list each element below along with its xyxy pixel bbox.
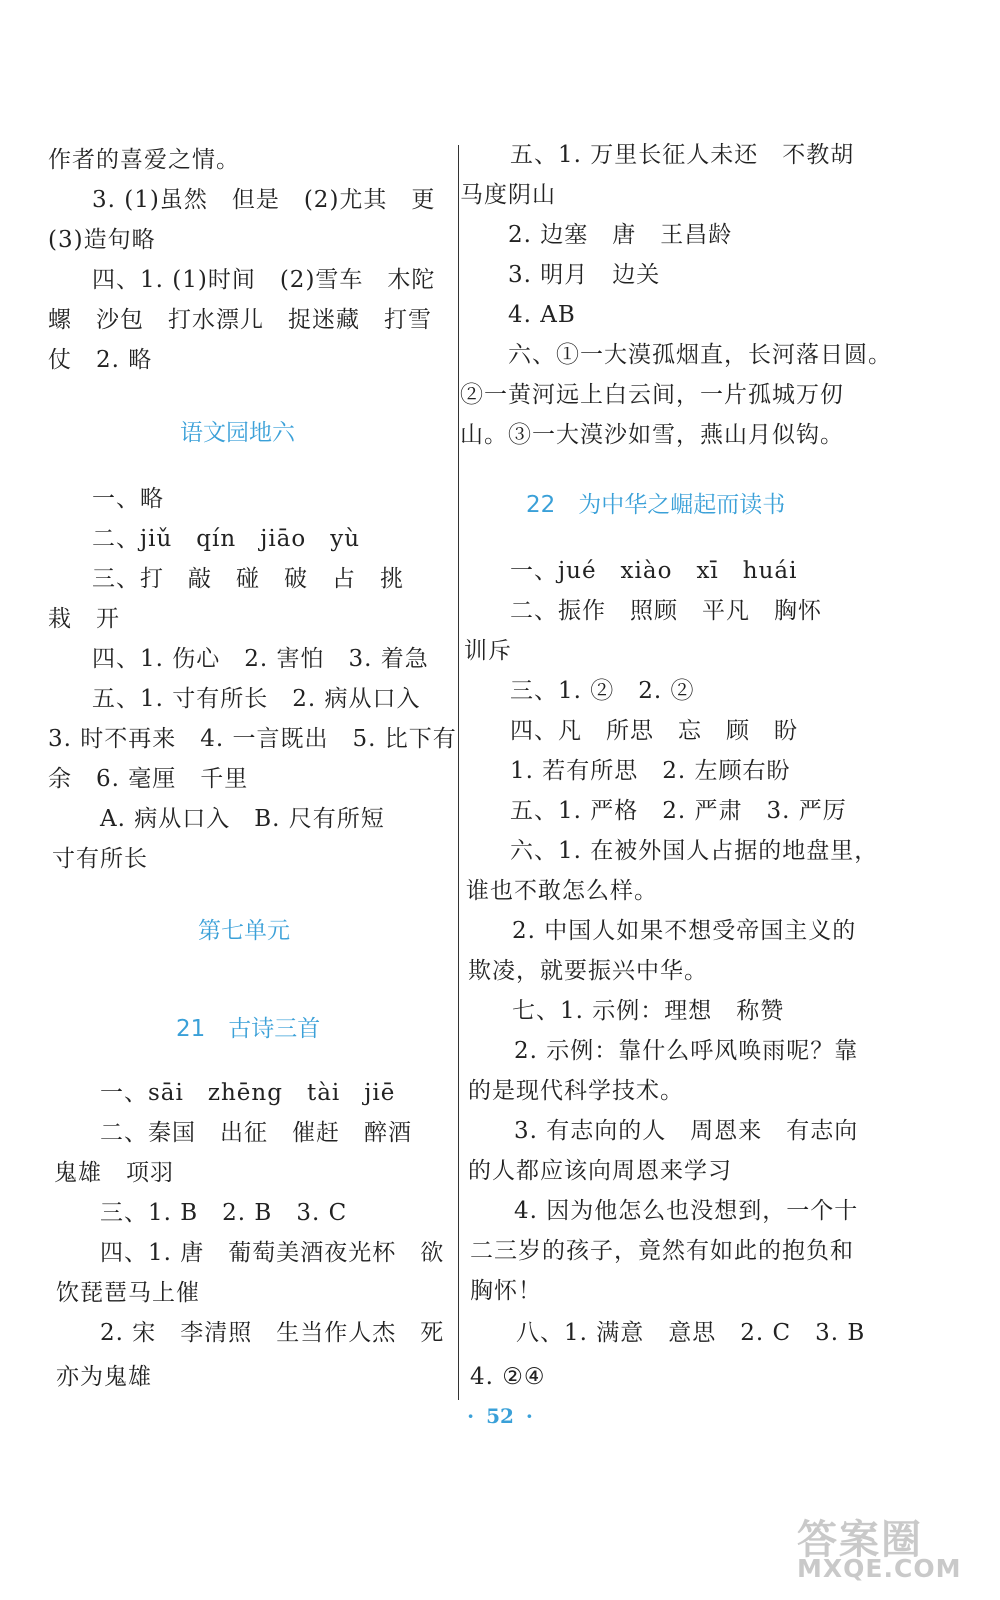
- answer-line: 余 6. 毫厘 千里: [48, 766, 249, 792]
- answer-line: (3)造句略: [48, 227, 156, 253]
- answer-line: 栽 开: [48, 606, 120, 632]
- watermark-domain: MXQE.COM: [797, 1554, 962, 1583]
- answer-line: 2. 边塞 唐 王昌龄: [508, 222, 733, 248]
- answer-line: 三、1. B 2. B 3. C: [100, 1200, 348, 1226]
- answer-line: 四、凡 所思 忘 顾 盼: [510, 718, 798, 744]
- answer-line: 亦为鬼雄: [56, 1364, 152, 1390]
- answer-line: 4. AB: [508, 302, 576, 328]
- answer-line: 胸怀！: [470, 1278, 542, 1304]
- page-number: · 52 ·: [467, 1404, 533, 1428]
- answer-line: 二三岁的孩子，竟然有如此的抱负和: [470, 1238, 854, 1264]
- answer-line: 谁也不敢怎么样。: [466, 878, 658, 904]
- answer-line: 三、1. ② 2. ②: [510, 678, 695, 704]
- answer-line: 1. 若有所思 2. 左顾右盼: [510, 758, 791, 784]
- answer-line: 一、jué xiào xī huái: [510, 558, 798, 584]
- answer-line: 4. ②④: [470, 1364, 546, 1390]
- section-heading-yuwen-yuandi: 语文园地六: [180, 420, 295, 446]
- answer-line: A. 病从口入 B. 尺有所短: [100, 806, 385, 832]
- answer-line: 四、1. 伤心 2. 害怕 3. 着急: [92, 646, 429, 672]
- lesson-heading-21: 21 古诗三首: [176, 1016, 321, 1042]
- answer-line: 3. (1)虽然 但是 (2)尤其 更: [92, 187, 436, 213]
- answer-line: 的是现代科学技术。: [468, 1078, 684, 1104]
- answer-line: 2. 中国人如果不想受帝国主义的: [512, 918, 857, 944]
- answer-line: 的人都应该向周恩来学习: [468, 1158, 732, 1184]
- answer-line: 3. 明月 边关: [508, 262, 661, 288]
- answer-line: 二、秦国 出征 催赶 醉酒: [100, 1120, 412, 1146]
- answer-line: 七、1. 示例：理想 称赞: [512, 998, 785, 1024]
- answer-line: 4. 因为他怎么也没想到，一个十: [514, 1198, 859, 1224]
- answer-line: 四、1. 唐 葡萄美酒夜光杯 欲: [100, 1240, 445, 1266]
- answer-line: 作者的喜爱之情。: [48, 147, 240, 173]
- answer-line: 六、①一大漠孤烟直，长河落日圆。: [508, 342, 892, 368]
- answer-line: 训斥: [464, 638, 512, 664]
- answer-line: 五、1. 万里长征人未还 不教胡: [510, 142, 855, 168]
- answer-line: 五、1. 严格 2. 严肃 3. 严厉: [510, 798, 847, 824]
- answer-line: 山。③一大漠沙如雪，燕山月似钩。: [460, 422, 844, 448]
- column-divider: [458, 145, 459, 1400]
- answer-line: 一、sāi zhēng tài jiē: [100, 1080, 396, 1106]
- lesson-heading-22: 22 为中华之崛起而读书: [526, 492, 786, 518]
- answer-line: 螺 沙包 打水漂儿 捉迷藏 打雪: [48, 307, 432, 333]
- answer-line: 六、1. 在被外国人占据的地盘里，: [510, 838, 879, 864]
- answer-line: 一、略: [92, 486, 164, 512]
- watermark-text: 答案圈: [797, 1517, 923, 1563]
- answer-line: 仗 2. 略: [48, 347, 153, 373]
- watermark-logo: [797, 1508, 972, 1588]
- answer-line: 二、jiǔ qín jiāo yù: [92, 526, 361, 552]
- answer-line: 马度阴山: [460, 182, 556, 208]
- answer-line: 3. 时不再来 4. 一言既出 5. 比下有: [48, 726, 457, 752]
- answer-line: 二、振作 照顾 平凡 胸怀: [510, 598, 822, 624]
- page-number-value: 52: [486, 1404, 514, 1428]
- answer-line: 鬼雄 项羽: [54, 1160, 174, 1186]
- answer-line: 2. 示例：靠什么呼风唤雨呢？靠: [514, 1038, 859, 1064]
- answer-line: 欺凌，就要振兴中华。: [468, 958, 708, 984]
- answer-line: 饮琵琶马上催: [56, 1280, 200, 1306]
- unit-heading: 第七单元: [198, 918, 290, 944]
- answer-line: 四、1. (1)时间 (2)雪车 木陀: [92, 267, 436, 293]
- answer-line: 五、1. 寸有所长 2. 病从口入: [92, 686, 421, 712]
- answer-line: 三、打 敲 碰 破 占 挑: [92, 566, 404, 592]
- answer-line: 2. 宋 李清照 生当作人杰 死: [100, 1320, 445, 1346]
- answer-line: 八、1. 满意 意思 2. C 3. B: [516, 1320, 866, 1346]
- answer-line: ②一黄河远上白云间，一片孤城万仞: [460, 382, 844, 408]
- answer-line: 3. 有志向的人 周恩来 有志向: [514, 1118, 859, 1144]
- answer-line: 寸有所长: [52, 846, 148, 872]
